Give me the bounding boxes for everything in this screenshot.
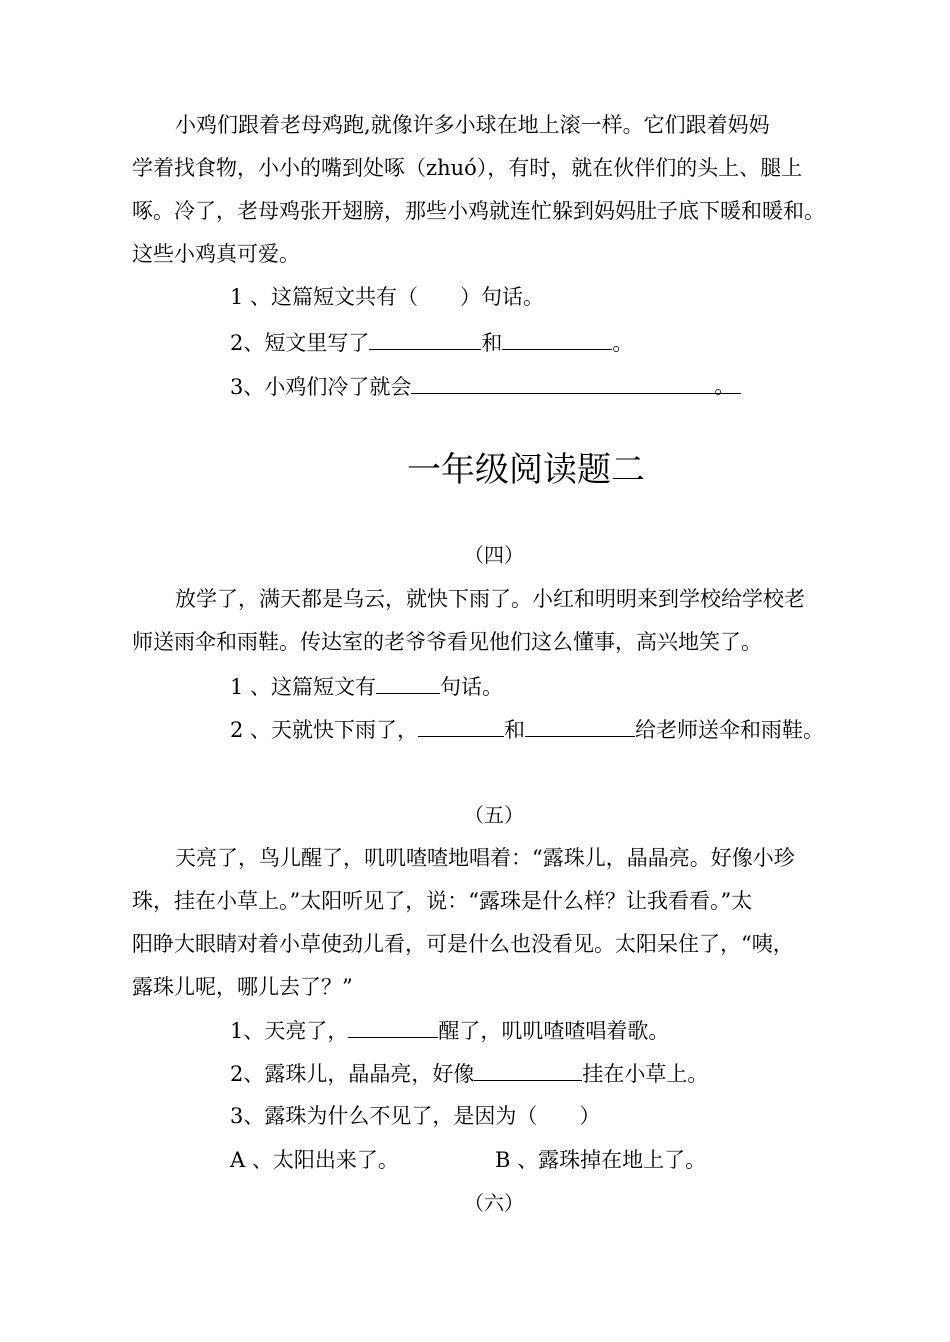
question-1 bbox=[230, 671, 503, 702]
question-3 bbox=[230, 371, 741, 402]
question-text: 。 bbox=[714, 374, 736, 398]
passage-line: 珠，挂在小草上。”太阳听见了，说：“露珠是什么样？让我看看。”太 bbox=[132, 889, 753, 913]
question-text: 醒了，叽叽喳喳唱着歌。 bbox=[438, 1019, 670, 1043]
answer-blank[interactable] bbox=[348, 1015, 438, 1038]
answer-blank[interactable] bbox=[418, 714, 504, 737]
answer-blank[interactable] bbox=[376, 671, 440, 694]
answer-blank[interactable] bbox=[411, 371, 741, 398]
question-text: 和 bbox=[504, 718, 526, 742]
question-text: 和 bbox=[481, 331, 503, 355]
question-text: 。 bbox=[612, 331, 634, 355]
question-1: 1 、这篇短文共有（ ）句话。 bbox=[230, 285, 545, 309]
answer-blank[interactable] bbox=[369, 327, 481, 350]
question-2 bbox=[230, 1058, 708, 1089]
page-title: 一年级阅读题二 bbox=[407, 450, 645, 490]
question-text: 2、短文里写了 bbox=[230, 331, 370, 355]
question-text: 2、露珠儿，晶晶亮，好像 bbox=[230, 1062, 475, 1086]
answer-blank[interactable] bbox=[525, 714, 635, 737]
question-text: 1、天亮了， bbox=[230, 1019, 349, 1043]
question-3: 3、露珠为什么不见了，是因为（ ） bbox=[230, 1104, 601, 1128]
passage-line: 阳睁大眼睛对着小草使劲儿看，可是什么也没看见。太阳呆住了，“咦， bbox=[132, 932, 794, 956]
passage-line: 放学了，满天都是乌云，就快下雨了。小红和明明来到学校给学校老 bbox=[175, 587, 805, 611]
question-text: 挂在小草上。 bbox=[582, 1062, 709, 1086]
question-1 bbox=[230, 1015, 669, 1046]
option-b[interactable]: B 、露珠掉在地上了。 bbox=[495, 1148, 707, 1172]
passage-line: 小鸡们跟着老母鸡跑,就像许多小球在地上滚一样。它们跟着妈妈 bbox=[175, 113, 770, 137]
section-label: （六） bbox=[464, 1191, 524, 1215]
passage-line: 天亮了，鸟儿醒了，叽叽喳喳地唱着：“露珠儿，晶晶亮。好像小珍 bbox=[175, 846, 795, 870]
question-text: 句话。 bbox=[440, 675, 504, 699]
answer-blank[interactable] bbox=[474, 1058, 582, 1081]
question-text: 2 、天就快下雨了， bbox=[230, 718, 419, 742]
question-text: 1 、这篇短文有 bbox=[230, 675, 377, 699]
answer-blank[interactable] bbox=[502, 327, 612, 350]
option-a[interactable]: A 、太阳出来了。 bbox=[230, 1148, 399, 1172]
question-text: 3、小鸡们冷了就会 bbox=[230, 375, 412, 399]
passage-line: 学着找食物，小小的嘴到处啄（zhuó），有时，就在伙伴们的头上、腿上 bbox=[132, 156, 803, 180]
section-label: （五） bbox=[464, 803, 524, 827]
passage-line: 师送雨伞和雨鞋。传达室的老爷爷看见他们这么懂事，高兴地笑了。 bbox=[132, 630, 762, 654]
passage-line: 这些小鸡真可爱。 bbox=[132, 242, 300, 266]
section-label: （四） bbox=[464, 543, 524, 567]
question-2 bbox=[230, 714, 824, 745]
question-2 bbox=[230, 327, 633, 358]
passage-line: 露珠儿呢，哪儿去了？” bbox=[132, 975, 353, 999]
question-text: 给老师送伞和雨鞋。 bbox=[635, 718, 825, 742]
passage-line: 啄。冷了，老母鸡张开翅膀，那些小鸡就连忙躲到妈妈肚子底下暖和暖和。 bbox=[132, 199, 825, 223]
